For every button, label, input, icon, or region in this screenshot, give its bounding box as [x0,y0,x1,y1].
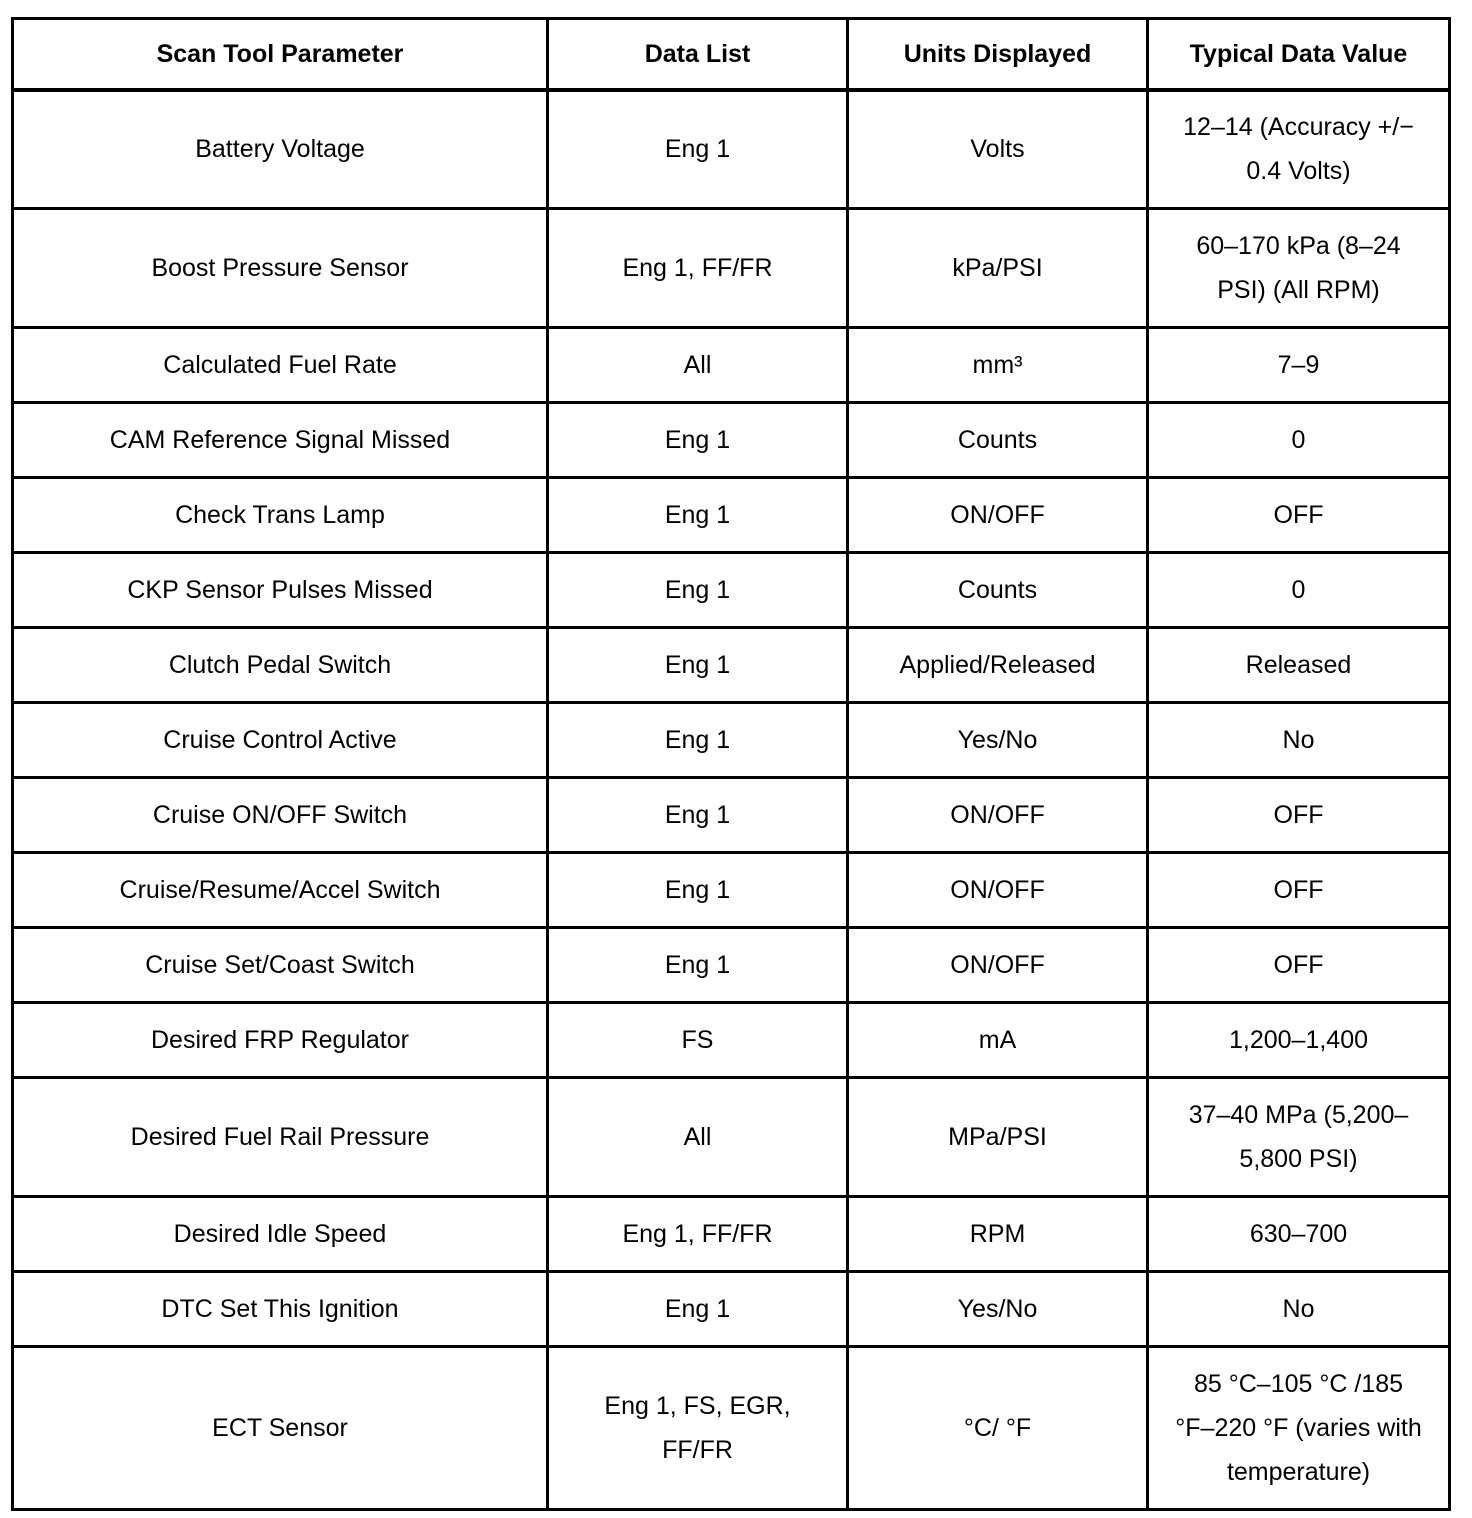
cell-typical-value-text: OFF [1273,501,1324,529]
table-row [13,1197,1450,1272]
cell-units [848,553,1148,628]
table-row [13,628,1450,703]
cell-data-list-text: All [683,351,712,379]
table-row [13,478,1450,553]
table-row [13,403,1450,478]
cell-typical-value-text: 7–9 [1277,351,1320,379]
cell-typical-value [1148,90,1450,209]
cell-data-list-text: Eng 1 [664,501,731,529]
cell-typical-value-text: No [1282,1295,1315,1323]
cell-data-list-text: FS [681,1026,714,1054]
table-row [13,1347,1450,1510]
cell-parameter-text: Check Trans Lamp [175,501,385,529]
table-row [13,1272,1450,1347]
cell-typical-value-text: 630–700 [1249,1220,1348,1248]
cell-parameter-text: Cruise/Resume/Accel Switch [119,876,441,904]
cell-parameter [13,628,548,703]
cell-parameter [13,703,548,778]
cell-typical-value-text: 60–170 kPa (8–24 PSI) (All RPM) [1196,232,1401,304]
cell-typical-value [1148,1003,1450,1078]
cell-data-list [548,853,848,928]
cell-units [848,853,1148,928]
cell-parameter-text: DTC Set This Ignition [161,1295,399,1323]
cell-data-list [548,90,848,209]
cell-parameter-text: Cruise ON/OFF Switch [152,801,408,829]
cell-parameter-text: CKP Sensor Pulses Missed [127,576,433,604]
cell-typical-value-text: OFF [1273,951,1324,979]
cell-typical-value-text: 1,200–1,400 [1228,1026,1369,1054]
cell-parameter-text: Desired Fuel Rail Pressure [130,1123,430,1151]
cell-data-list [548,778,848,853]
table-body [13,90,1450,1510]
cell-typical-value [1148,928,1450,1003]
cell-units [848,703,1148,778]
cell-parameter-text: Cruise Control Active [163,726,397,754]
table-row [13,778,1450,853]
cell-typical-value [1148,403,1450,478]
cell-parameter-text: Desired Idle Speed [173,1220,387,1248]
cell-parameter-text: Battery Voltage [195,135,365,164]
header-row [13,19,1450,90]
cell-units-text: ON/OFF [950,501,1045,529]
cell-data-list-text: Eng 1 [664,135,731,164]
scan-tool-data-table [11,17,1451,1511]
cell-typical-value [1148,628,1450,703]
cell-data-list-text: Eng 1 [664,876,731,904]
cell-units [848,1078,1148,1197]
cell-data-list [548,1197,848,1272]
cell-units-text: ON/OFF [950,801,1045,829]
cell-typical-value-text: 0 [1291,426,1306,454]
cell-typical-value [1148,1078,1450,1197]
cell-data-list-text: Eng 1 [664,726,731,754]
cell-units-text: kPa/PSI [952,254,1043,282]
cell-parameter [13,90,548,209]
cell-units [848,1347,1148,1510]
table-row [13,853,1450,928]
cell-parameter [13,778,548,853]
cell-units [848,1272,1148,1347]
table-row [13,553,1450,628]
cell-parameter-text: Boost Pressure Sensor [151,254,409,282]
cell-units-text: Counts [957,576,1038,604]
cell-data-list [548,553,848,628]
table-row [13,90,1450,209]
cell-data-list [548,928,848,1003]
cell-units [848,403,1148,478]
table-row [13,328,1450,403]
cell-typical-value [1148,478,1450,553]
cell-data-list [548,1078,848,1197]
cell-units-text: RPM [969,1220,1026,1248]
cell-typical-value-text: OFF [1273,801,1324,829]
cell-data-list [548,209,848,328]
header-scan-tool-parameter: Scan Tool Parameter [13,19,548,90]
cell-data-list [548,628,848,703]
cell-typical-value [1148,1197,1450,1272]
cell-units-text: MPa/PSI [948,1123,1047,1151]
cell-units [848,928,1148,1003]
table-row [13,928,1450,1003]
cell-data-list-text: Eng 1 [664,426,731,454]
cell-parameter [13,1003,548,1078]
header-data-list: Data List [548,19,848,90]
cell-parameter [13,1272,548,1347]
cell-typical-value-text: OFF [1273,876,1324,904]
cell-typical-value-text: 37–40 MPa (5,200–5,800 PSI) [1188,1101,1409,1173]
cell-typical-value-text: 12–14 (Accuracy +/− 0.4 Volts) [1183,113,1414,186]
cell-units [848,1003,1148,1078]
cell-typical-value [1148,553,1450,628]
cell-data-list [548,478,848,553]
cell-data-list-text: All [683,1123,712,1151]
cell-data-list-text: Eng 1, FS, EGR, FF/FR [604,1392,791,1464]
header-typical-data-value: Typical Data Value [1148,19,1450,90]
cell-parameter [13,1078,548,1197]
cell-parameter-text: ECT Sensor [212,1414,348,1442]
cell-parameter-text: Calculated Fuel Rate [163,351,397,379]
cell-data-list [548,1347,848,1510]
cell-units-text: Yes/No [957,726,1038,754]
cell-data-list [548,1272,848,1347]
cell-data-list-text: Eng 1 [664,801,731,829]
cell-parameter [13,1197,548,1272]
cell-parameter [13,853,548,928]
cell-units [848,209,1148,328]
cell-typical-value [1148,1347,1450,1510]
cell-units-text: Counts [957,426,1038,454]
cell-units-text: °C/ °F [963,1414,1032,1442]
cell-typical-value-text: Released [1245,651,1352,679]
cell-units [848,628,1148,703]
table-row [13,209,1450,328]
cell-units [848,90,1148,209]
cell-units-text: mA [978,1026,1017,1054]
cell-typical-value [1148,853,1450,928]
cell-parameter [13,1347,548,1510]
header-units-displayed: Units Displayed [848,19,1148,90]
cell-typical-value-text: No [1282,726,1315,754]
cell-typical-value-text: 0 [1291,576,1306,604]
cell-parameter [13,478,548,553]
cell-typical-value [1148,703,1450,778]
cell-parameter [13,928,548,1003]
cell-data-list [548,403,848,478]
cell-units-text: Applied/Released [899,651,1096,679]
cell-parameter-text: Cruise Set/Coast Switch [145,951,415,979]
cell-data-list-text: Eng 1 [664,951,731,979]
cell-data-list-text: Eng 1, FF/FR [622,254,773,282]
table-row [13,1078,1450,1197]
cell-units [848,1197,1148,1272]
cell-units-text: ON/OFF [950,951,1045,979]
cell-data-list-text: Eng 1 [664,1295,731,1323]
cell-parameter-text: CAM Reference Signal Missed [109,426,451,454]
cell-parameter [13,328,548,403]
cell-data-list-text: Eng 1 [664,651,731,679]
cell-units [848,778,1148,853]
table-row [13,1003,1450,1078]
cell-parameter [13,553,548,628]
cell-units-text: mm³ [972,351,1023,379]
cell-parameter-text: Clutch Pedal Switch [168,651,392,679]
cell-data-list-text: Eng 1, FF/FR [622,1220,773,1248]
cell-typical-value [1148,209,1450,328]
cell-data-list [548,703,848,778]
cell-parameter [13,403,548,478]
cell-units [848,478,1148,553]
cell-typical-value [1148,1272,1450,1347]
cell-typical-value [1148,328,1450,403]
cell-data-list-text: Eng 1 [664,576,731,604]
cell-units-text: ON/OFF [950,876,1045,904]
cell-typical-value [1148,778,1450,853]
cell-data-list [548,328,848,403]
cell-units-text: Volts [970,135,1025,164]
cell-data-list [548,1003,848,1078]
cell-typical-value-text: 85 °C–105 °C /185 °F–220 °F (varies with temperature) [1175,1370,1422,1486]
cell-units-text: Yes/No [957,1295,1038,1323]
cell-parameter-text: Desired FRP Regulator [151,1026,409,1054]
cell-parameter [13,209,548,328]
cell-units [848,328,1148,403]
table-row [13,703,1450,778]
